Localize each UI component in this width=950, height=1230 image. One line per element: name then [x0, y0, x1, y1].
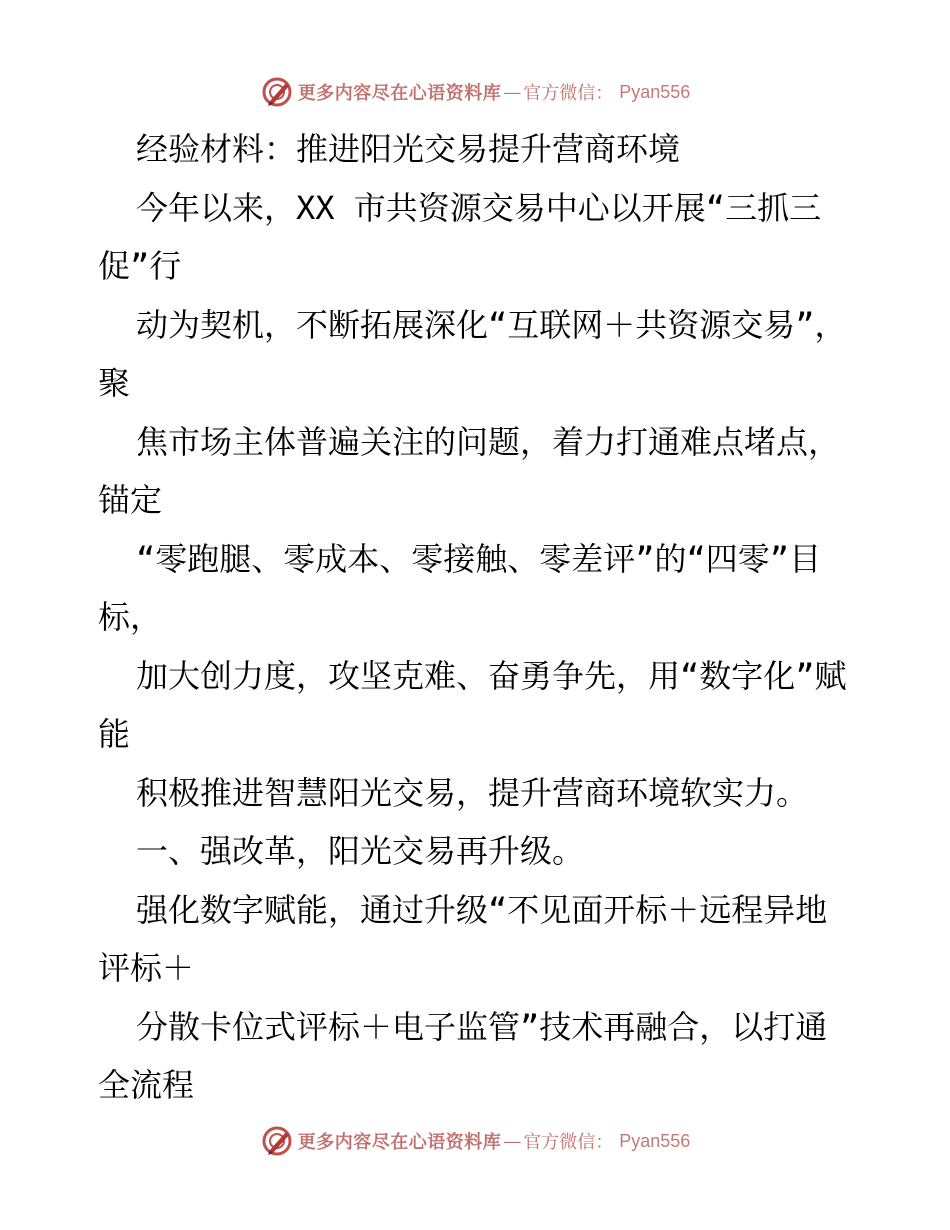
document-body: [98, 120, 858, 1115]
watermark-wechat-id: Pyan556: [619, 1130, 691, 1151]
paragraph: 分散卡位式评标＋电子监管”技术再融合，以打通全流程: [98, 1007, 828, 1104]
paragraph: 一、强改革，阳光交易再升级。: [136, 832, 585, 870]
watermark-dash: —: [503, 81, 522, 103]
watermark-separator: ：: [595, 1132, 614, 1153]
pen-logo-icon: [260, 75, 294, 109]
watermark-label: 官方微信: [523, 83, 596, 104]
paragraph: “零跑腿、零成本、零接触、零差评”的“四零”目标，: [98, 539, 822, 636]
watermark-wechat-id: Pyan556: [619, 81, 691, 102]
paragraph: 经验材料：推进阳光交易提升营商环境: [136, 130, 681, 168]
paragraph: 动为契机，不断拓展深化“互联网＋共资源交易”，聚: [98, 305, 847, 402]
paragraph: 加大创力度，攻坚克难、奋勇争先，用“数字化”赋能: [98, 656, 847, 753]
header-watermark: [0, 72, 950, 112]
watermark-separator: ：: [595, 83, 614, 104]
watermark-dash: —: [503, 1130, 522, 1152]
footer-watermark: [0, 1121, 950, 1161]
watermark-label: 官方微信: [523, 1132, 596, 1153]
paragraph: 积极推进智慧阳光交易，提升营商环境软实力。: [136, 773, 809, 812]
watermark-brand: 更多内容尽在心语资料库: [297, 83, 502, 104]
paragraph: 今年以来，XX 市共资源交易中心以开展“三抓三促”行: [98, 188, 822, 285]
watermark-brand: 更多内容尽在心语资料库: [297, 1132, 502, 1153]
paragraph: 强化数字赋能，通过升级“不见面开标＋远程异地评标＋: [98, 890, 828, 987]
paragraph: 焦市场主体普遍关注的问题，着力打通难点堵点，锚定: [98, 422, 841, 519]
pen-logo-icon: [260, 1124, 294, 1158]
